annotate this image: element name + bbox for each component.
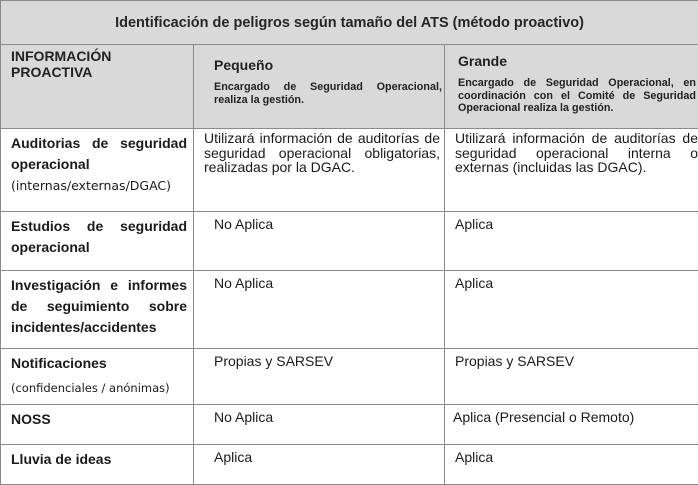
row-label-text: Notificaciones [11,353,187,374]
row-value-large: Aplica [445,445,698,485]
row-value-small: No Aplica [194,212,445,271]
row-label-note: (confidenciales / anónimas) [11,378,187,398]
table-row [1,271,698,349]
row-label [1,129,194,212]
row-label [1,349,194,405]
row-value-large: Aplica (Presencial o Remoto) [445,405,698,445]
row-label-note: (internas/externas/DGAC) [11,176,187,196]
row-value-small: Aplica [194,445,445,485]
large-size-note: Encargado de Seguridad Operacional, en coordinación con el Comité de Seguridad Operacional realiza la gestión. [458,77,698,115]
row-label: Lluvia de ideas [1,445,194,485]
column-header-info: INFORMACIÓN PROACTIVA [1,45,194,129]
row-label: Estudios de seguridad operacional [1,212,194,271]
table-title: Identificación de peligros según tamaño del ATS (método proactivo) [1,1,698,45]
row-label: NOSS [1,405,194,445]
row-value-small: Propias y SARSEV [194,349,445,405]
column-header-small [194,45,445,129]
row-label: Investigación e informes de seguimiento sobre incidentes/accidentes [1,271,194,349]
column-header-large [445,45,698,129]
row-value-large: Propias y SARSEV [445,349,698,405]
row-value-large: Aplica [445,271,698,349]
row-value-small: No Aplica [194,405,445,445]
row-value-large: Utilizará información de auditorías de seguridad operacional interna o externas (incluidas las DGAC). [445,129,698,212]
table-row [1,129,698,212]
row-value-small: No Aplica [194,271,445,349]
small-size-note: Encargado de Seguridad Operacional, realiza la gestión. [214,81,444,106]
table-row [1,212,698,271]
small-size-label: Pequeño [214,57,444,73]
row-value-small: Utilizará información de auditorías de seguridad operacional obligatorias, realizadas por la DGAC. [194,129,445,212]
table-row [1,349,698,405]
table-row [1,445,698,485]
table-row [1,405,698,445]
header-row [1,45,698,129]
large-size-label: Grande [458,53,698,69]
row-label-text: Auditorias de seguridad operacional [11,133,187,175]
title-row [1,1,698,45]
row-value-large: Aplica [445,212,698,271]
